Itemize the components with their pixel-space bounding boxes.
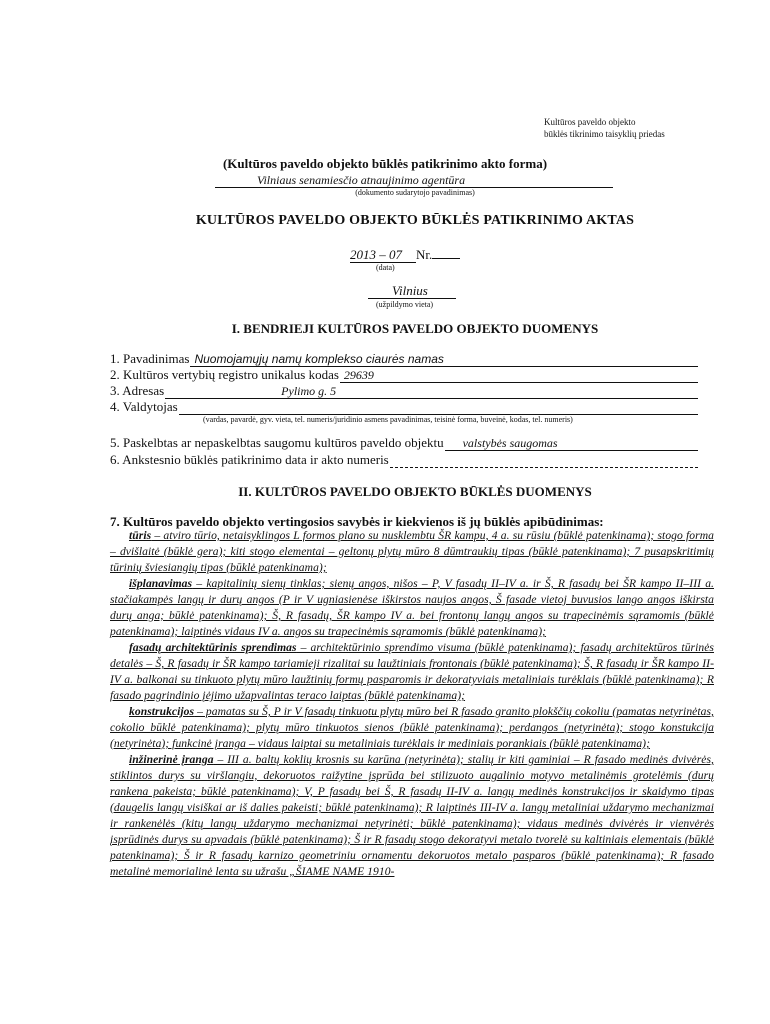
date-caption: (data) [376, 263, 395, 272]
field-name [110, 351, 698, 367]
paragraph-volume: tūris – atviro tūrio, netaisyklingos L formos plano su nusklembtu ŠR kampu, 4 a. su rūsiu (būklė patenkinama); stogo forma – dvišlaitė (būklė gera); kiti stogo elementai – geltonų plytų mūro 8 dūmtraukių tipas (būklė patenkinama); 7 pusapskritimių tūrinių šviesiangių tipas (būklė patenkinama); [110, 529, 714, 574]
address-label: 3. Adresas [110, 383, 165, 398]
item-7-description [110, 528, 714, 880]
previous-label: 6. Ankstesnio būklės patikrinimo data ir akto numeris [110, 452, 389, 467]
annex-note [544, 116, 665, 140]
code-label: 2. Kultūros vertybių registro unikalus kodas [110, 367, 339, 382]
term-facades: fasadų architektūrinis sprendimas [129, 641, 297, 654]
term-engineering: inžinerinė įranga [129, 753, 214, 766]
nr-label: Nr. [416, 247, 433, 262]
agency-caption: (dokumento sudarytojo pavadinimas) [355, 188, 475, 197]
name-value: Nuomojamųjų namų komplekso ciaurės namas [194, 352, 444, 366]
annex-line-1: Kultūros paveldo objekto [544, 117, 636, 127]
section-1-title: I. BENDRIEJI KULTŪROS PAVELDO OBJEKTO DUOMENYS [231, 321, 599, 336]
field-address [110, 383, 698, 399]
term-volume: tūris [129, 529, 152, 542]
form-title: (Kultūros paveldo objekto būklės patikrinimo akto forma) [222, 156, 548, 171]
manager-label: 4. Valdytojas [110, 399, 178, 414]
term-structures: konstrukcijos [129, 705, 195, 718]
paragraph-layout: išplanavimas – kapitalinių sienų tinklas; sienų angos, nišos – P, V fasadų II–IV a. ir Š, R fasadų bei ŠR kampo II–III a. stačiakampės langų ir durų angos (P ir V ugniasienėse iškirstos naujos angos, Š fasade vietoj buvusios lango angos iškirsta durų anga; būklė patenkinama); Š, R fasadų, ŠR kampo IV a. bei frontonų langų angos su trapecinėmis sąramomis (būklė patenkinama); laiptinės vidaus IV a. angos su trapecinėmis sąramomis (būklė patenkinama); [110, 577, 714, 638]
field-previous [110, 452, 698, 468]
nr-blank [432, 246, 460, 259]
date-line [350, 246, 460, 263]
field-declared [110, 435, 698, 451]
term-layout: išplanavimas [129, 577, 193, 590]
section-2-title: II. KULTŪROS PAVELDO OBJEKTO BŪKLĖS DUOMENYS [238, 484, 592, 499]
place-field [368, 283, 456, 299]
name-label: 1. Pavadinimas [110, 351, 190, 366]
field-code [110, 367, 698, 383]
act-title: KULTŪROS PAVELDO OBJEKTO BŪKLĖS PATIKRINIMO AKTAS [195, 213, 635, 228]
code-value: 29639 [343, 368, 374, 382]
place-value: Vilnius [392, 283, 428, 298]
paragraph-engineering: inžinerinė įranga – III a. baltų koklių krosnis su karūna (netyrinėta); stalių ir kiti gaminiai – R fasado medinės dvivėrės, stiklintos durys su viršlangiu, dekoruotos raižytine įsprūda bei stilizuoto augalinio motyvo metalinėmis grotelėmis (durų rankena pakeista; būklė patenkinama); V, P fasadų bei Š, R fasadų II-IV a. langų medinės konstrukcijos ir skaidymo tipas (daugelis langų visiškai ar iš dalies pakeisti; būklė patenkinama); R laiptinės III-IV a. langų metaliniai uždarymo mechanizmai ir rankenėlės (kitų langų uždarymo mechanizmai netyrinėti; būklė patenkinama); vidaus medinės dvivėrės ir vienvėrės įsprūdinės durys su apvadais (būklė patenkinama); Š ir R fasadų stogo dekoratyvi metalo tvorelė su kaltiniais elementais (būklė patenkinama); Š ir R fasadų karnizo geometriniu ornamentu dekoruotos metalo pasparos (būklė patenkinama); R fasado metalinė memorialinė lenta su užrašu „ŠIAME NAME 1910- [110, 753, 714, 878]
date-value: 2013 – 07 [350, 247, 416, 263]
paragraph-facades: fasadų architektūrinis sprendimas – architektūrinio sprendimo visuma (būklė patenkinama); fasadų architektūros tūrinės detalės – Š, R fasadų ir ŠR kampo tariamieji rizalitai su laužtiniais frontonais (būklė patenkinama); Š, R fasadų ir ŠR kampo II-IV a. balkonai su tinkuoto plytų mūro laužtinių formų pasparomis ir dekoratyviais metaliniais turėklais (būklė patenkinama); R fasado pagrindinio įėjimo užapvalintas teraco laiptas (būklė patenkinama); [110, 641, 714, 702]
item-7-heading: 7. Kultūros paveldo objekto vertingosios savybės ir kiekvienos iš jų būklės apibūdinimas: [110, 514, 604, 529]
agency-name-field [215, 173, 613, 188]
manager-caption: (vardas, pavardė, gyv. vieta, tel. numeris/juridinio asmens pavadinimas, teisinė forma, buveinė, kodas, tel. numeris) [203, 415, 573, 424]
paragraph-structures: konstrukcijos – pamatas su Š, P ir V fasadų tinkuotu plytų mūro bei R fasado granito plokščių cokoliu (pamatas netyrinėtas, cokolio būklė patenkinama); plytų mūro tinkuotos sienos (būklė patenkinama); perdangos (netyrinėta); stogo konstukcija (netyrinėta); funkcinė įranga – vidaus laiptai su metaliniais turėklais ir mediniais porankiais (būklė patenkinama); [110, 705, 714, 750]
declared-label: 5. Paskelbtas ar nepaskelbtas saugomu kultūros paveldo objektu [110, 435, 444, 450]
agency-name: Vilniaus senamiesčio atnaujinimo agentūra [257, 173, 466, 187]
declared-value: valstybės saugomas [462, 436, 558, 450]
annex-line-2: būklės tikrinimo taisyklių priedas [544, 129, 665, 139]
address-value: Pylimo g. 5 [281, 384, 337, 398]
field-manager [110, 399, 698, 415]
place-caption: (užpildymo vieta) [376, 300, 434, 309]
